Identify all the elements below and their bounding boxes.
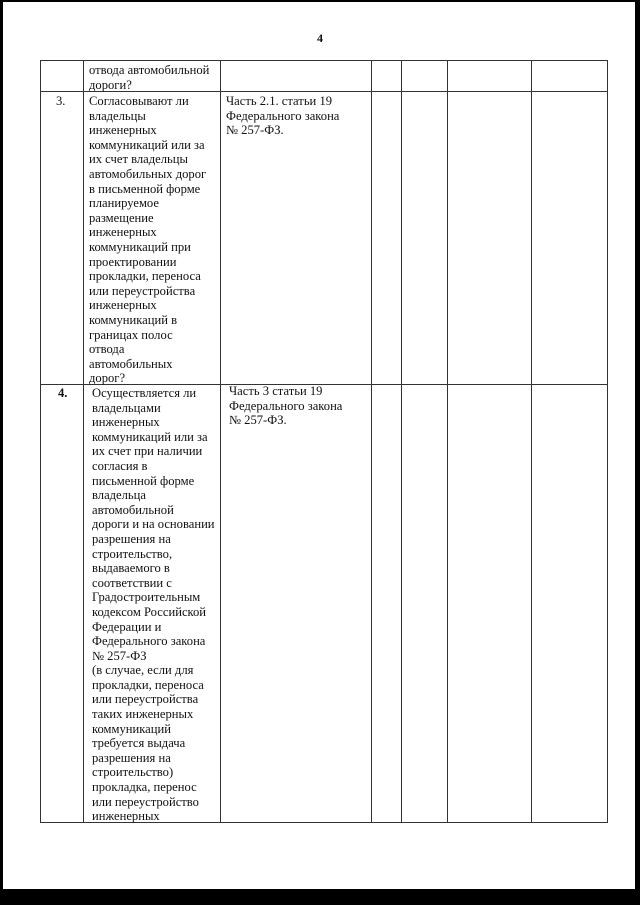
row-law-reference: Часть 3 статьи 19 Федерального закона № 257-ФЗ. [229,384,343,428]
col-divider [220,60,221,823]
row-number: 3. [56,94,66,108]
table-border-top [40,60,608,61]
col-divider [40,60,41,823]
col-divider [531,60,532,823]
col-divider [371,60,372,823]
col-divider [447,60,448,823]
row-question: Осуществляется ли владельцами инженерных коммуникаций или за их счет при наличии согласия в письменной форме владельца автомобильной дороги и на основании разрешения на строительство, выдаваемого в соответствии с Градостроительным кодексом Российской Федерации и Федерального закона № 257-ФЗ (в случае, если для прокладки, переноса или переустройства таких инженерных коммуникаций требуется выдача разрешения на строительство) прокладка, перенос или переустройство инженерных [92,386,215,824]
page-number: 4 [317,31,323,45]
col-divider [83,60,84,823]
row-law-reference: Часть 2.1. статьи 19 Федерального закона № 257-ФЗ. [226,94,340,138]
row-question: отвода автомобильной дороги? [89,63,210,92]
row-question: Согласовывают ли владельцы инженерных коммуникаций или за их счет владельцы автомобильных дорог в письменной форме планируемое размещение инженерных коммуникаций при проектировании прокладки, переноса или переустройства инженерных коммуникаций в границах полос отвода автомобильных дорог? [89,94,207,386]
table-border-right [607,60,608,823]
col-divider [401,60,402,823]
row-number: 4. [58,386,68,400]
